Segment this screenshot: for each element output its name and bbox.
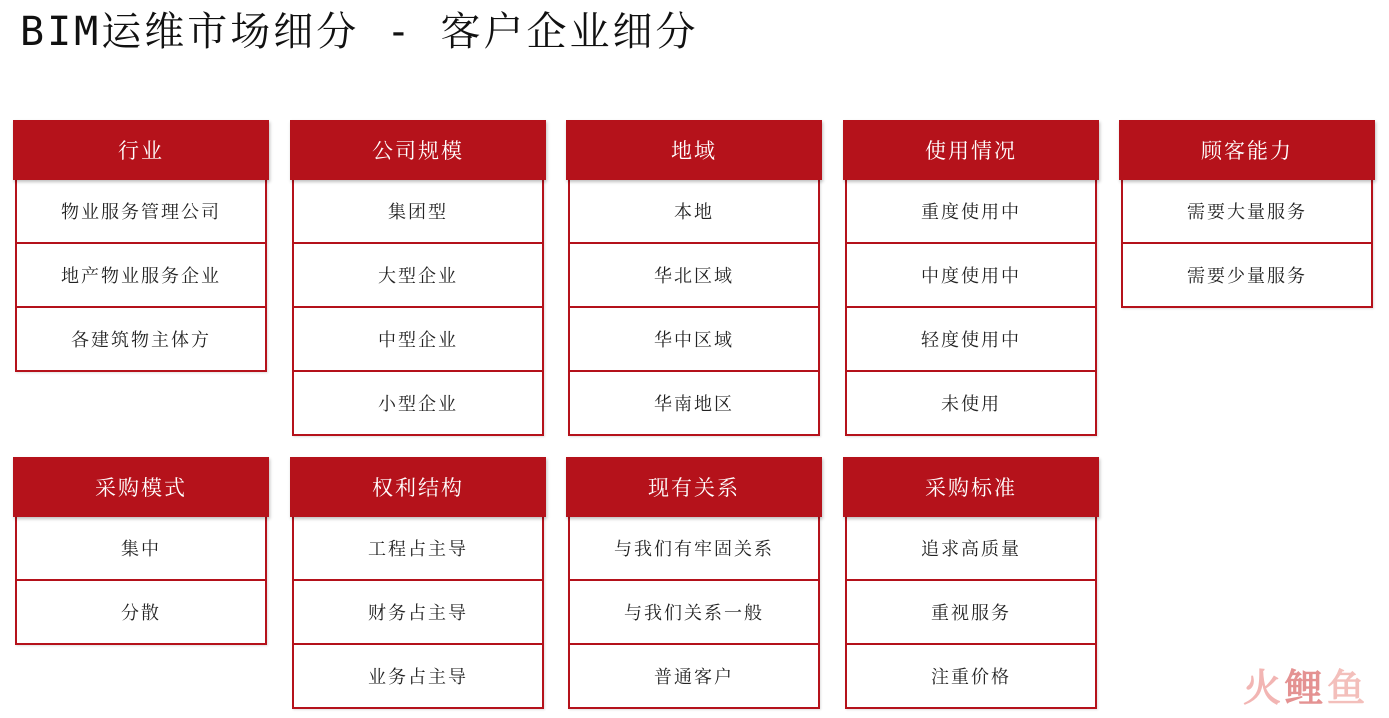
segment-header: 现有关系 [566, 457, 822, 517]
segment-usage [843, 120, 1099, 436]
segment-item: 普通客户 [568, 645, 820, 709]
watermark-char: 鱼 [1326, 666, 1367, 710]
segment-item: 大型企业 [292, 244, 544, 308]
segment-item: 分散 [15, 581, 267, 645]
segment-item: 需要大量服务 [1121, 180, 1373, 244]
segment-header: 权利结构 [290, 457, 546, 517]
segment-item: 财务占主导 [292, 581, 544, 645]
segment-item: 各建筑物主体方 [15, 308, 267, 372]
segment-item: 注重价格 [845, 645, 1097, 709]
segment-item: 重度使用中 [845, 180, 1097, 244]
segment-header: 使用情况 [843, 120, 1099, 180]
segment-industry [13, 120, 269, 372]
segment-purchase-mode [13, 457, 269, 645]
segment-header: 采购模式 [13, 457, 269, 517]
segment-item: 华中区域 [568, 308, 820, 372]
segment-item: 华北区域 [568, 244, 820, 308]
segment-item: 集中 [15, 517, 267, 581]
segment-item: 中度使用中 [845, 244, 1097, 308]
segment-header: 采购标准 [843, 457, 1099, 517]
watermark-logo [1243, 657, 1367, 712]
segment-item: 本地 [568, 180, 820, 244]
segment-item: 业务占主导 [292, 645, 544, 709]
segment-item: 未使用 [845, 372, 1097, 436]
segment-company-size [290, 120, 546, 436]
segment-item: 与我们关系一般 [568, 581, 820, 645]
segment-item: 地产物业服务企业 [15, 244, 267, 308]
segment-item: 工程占主导 [292, 517, 544, 581]
segment-purchase-criteria [843, 457, 1099, 709]
segment-header: 地域 [566, 120, 822, 180]
segment-header: 公司规模 [290, 120, 546, 180]
watermark-char: 火 [1242, 666, 1283, 710]
segment-power-structure [290, 457, 546, 709]
segment-item: 集团型 [292, 180, 544, 244]
segment-item: 轻度使用中 [845, 308, 1097, 372]
segment-region [566, 120, 822, 436]
segment-item: 追求高质量 [845, 517, 1097, 581]
segment-item: 中型企业 [292, 308, 544, 372]
segment-item: 与我们有牢固关系 [568, 517, 820, 581]
segment-item: 重视服务 [845, 581, 1097, 645]
segment-item: 需要少量服务 [1121, 244, 1373, 308]
segment-header: 顾客能力 [1119, 120, 1375, 180]
segment-item: 小型企业 [292, 372, 544, 436]
segment-header: 行业 [13, 120, 269, 180]
segment-existing-relationship [566, 457, 822, 709]
segment-item: 物业服务管理公司 [15, 180, 267, 244]
segment-customer-capability [1119, 120, 1375, 308]
segment-item: 华南地区 [568, 372, 820, 436]
page-title: BIM运维市场细分 - 客户企业细分 [20, 9, 699, 55]
watermark-char: 鲤 [1284, 666, 1325, 710]
